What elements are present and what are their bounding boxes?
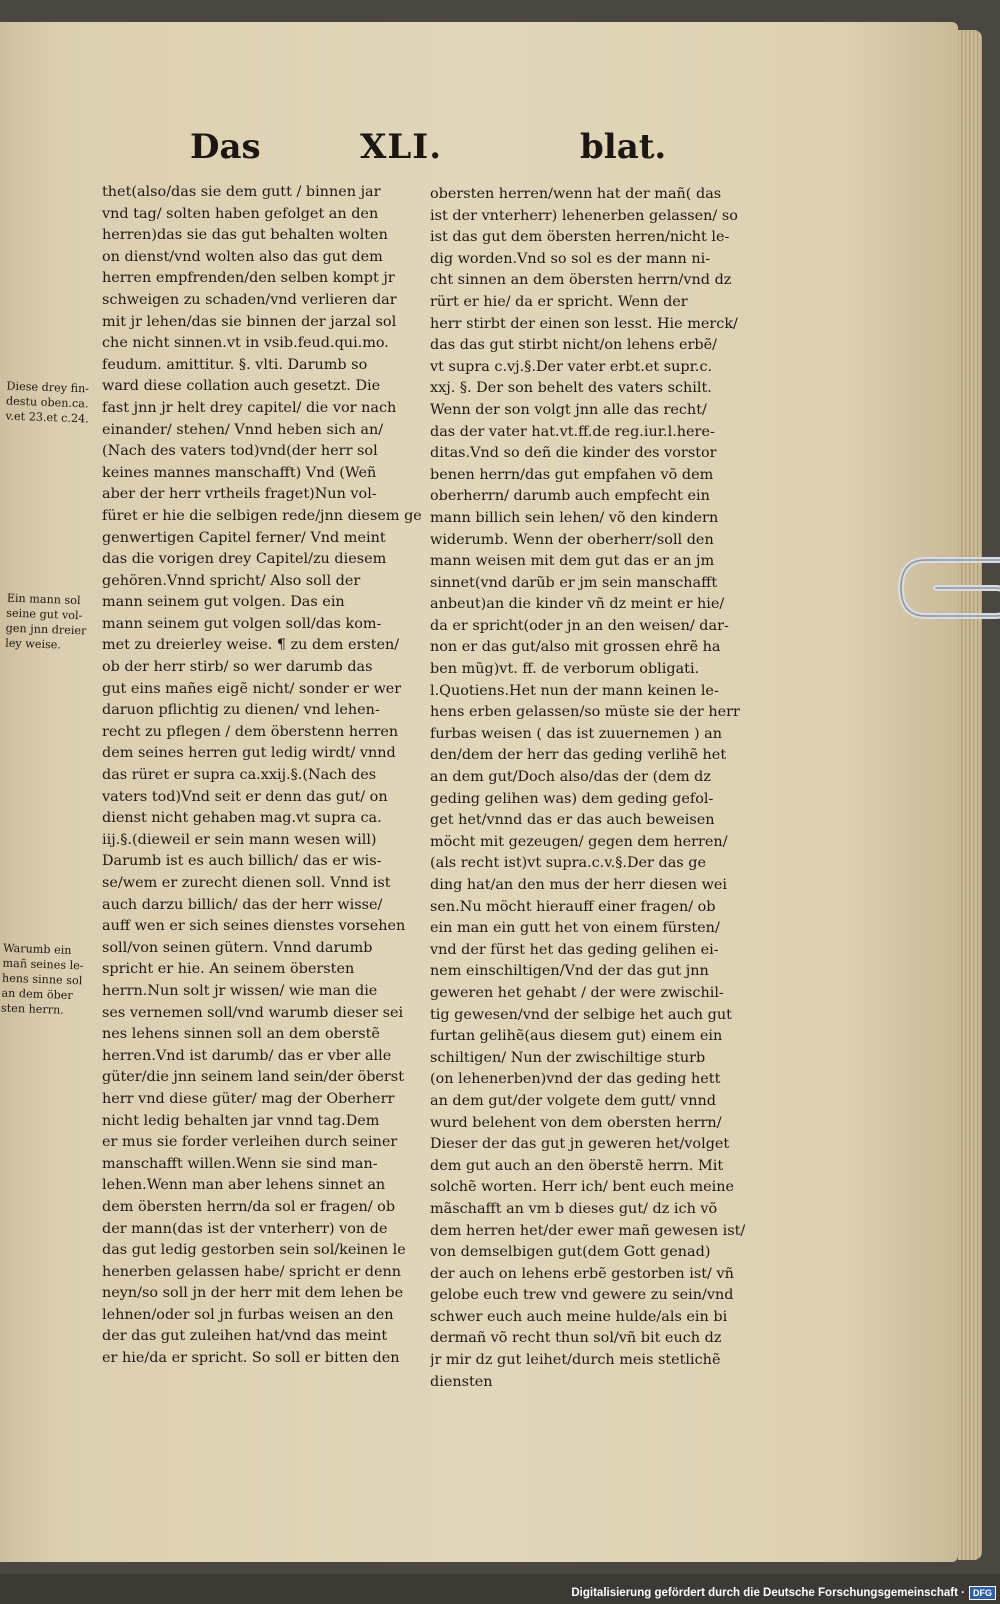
text-line: lehnen/oder sol jn furbas weisen an den (102, 1306, 394, 1323)
text-line: rürt er hie/ da er spricht. Wenn der (430, 293, 688, 310)
text-line: aber der herr vrtheils fraget)Nun vol- (102, 486, 377, 503)
paperclip-icon (896, 540, 1000, 640)
text-line: recht zu pflegen / dem öberstenn herren (102, 723, 399, 740)
text-line: an dem öber (1, 986, 73, 1003)
text-line: ditas.Vnd so deñ die kinder des vorstor (430, 445, 717, 462)
text-line: ward diese collation auch gesetzt. Die (102, 378, 381, 395)
text-line: furtan gelihẽ(aus diesem gut) einem ein (430, 1028, 723, 1045)
text-line: gut eins mañes eigẽ nicht/ sonder er wer (102, 680, 402, 697)
text-line: met zu dreierley weise. ¶ zu dem ersten/ (102, 637, 400, 654)
margin-note (5, 591, 88, 654)
text-line: obersten herren/wenn hat der mañ( das (430, 186, 722, 202)
text-line: spricht er hie. An seinem öbersten (102, 961, 355, 978)
text-line: herren)das sie das gut behalten wolten (102, 227, 388, 244)
text-line: an dem gut/Doch also/das der (dem dz (430, 769, 711, 786)
text-line: ist das gut dem öbersten herren/nicht le- (430, 229, 730, 246)
text-line: das rüret er supra ca.xxij.§.(Nach des (102, 767, 377, 784)
text-line: dermañ võ recht thun sol/vñ bit euch dz (430, 1330, 722, 1347)
text-line: herren empfrenden/den selben kompt jr (102, 270, 395, 287)
text-line: tig gewesen/vnd der selbige het auch gut (430, 1006, 732, 1023)
text-line: dienst nicht gehaben mag.vt supra ca. (102, 810, 382, 827)
text-line: genwertigen Capitel ferner/ Vnd meint (102, 529, 386, 546)
text-line: (on lehenerben)vnd der das geding hett (430, 1071, 721, 1088)
text-line: herr vnd diese güter/ mag der Oberherr (102, 1090, 395, 1107)
text-line: herren.Vnd ist darumb/ das er vber alle (102, 1047, 392, 1064)
text-line: furbas weisen ( das ist zuuernemen ) an (430, 725, 723, 742)
text-line: das der vater hat.vt.ff.de reg.iur.l.here- (430, 423, 715, 440)
text-line: der mann(das ist der vnterherr) von de (102, 1220, 388, 1237)
text-line: sen.Nu möcht hierauff einer fragen/ ob (430, 898, 716, 915)
text-line: dem seines herren gut ledig wirdt/ vnnd (102, 745, 396, 762)
text-line: er mus sie forder verleihen durch seiner (102, 1134, 398, 1151)
text-line: cht sinnen an dem öbersten herrn/vnd dz (430, 272, 732, 289)
text-line: mit jr lehen/das sie binnen der jarzal sol (102, 313, 397, 330)
text-line: güter/die jnn seinem land sein/der öberst (102, 1069, 404, 1086)
dfg-logo: DFG (969, 1586, 996, 1600)
text-line: seine gut vol- (6, 606, 83, 623)
digitization-credit (571, 1586, 996, 1600)
text-line: get het/vnnd das er das auch beweisen (430, 812, 715, 829)
text-line: schiltigen/ Nun der zwischiltige sturb (430, 1049, 706, 1066)
text-line: che nicht sinnen.vt in vsib.feud.qui.mo. (102, 335, 389, 352)
text-line: ein man ein gutt het von einem fürsten/ (430, 920, 720, 937)
text-line: daruon pflichtig zu dienen/ vnd lehen- (102, 702, 380, 719)
page-edges (958, 30, 982, 1560)
text-line: nes lehens sinnen soll an dem oberstẽ (102, 1026, 380, 1043)
text-line: gehören.Vnnd spricht/ Also soll der (102, 572, 361, 589)
text-line: das das gut stirbt nicht/on lehens erbẽ/ (430, 337, 717, 354)
text-line: geding gelihen was) dem geding gefol- (430, 790, 714, 807)
text-line: diensten (430, 1373, 493, 1390)
text-line: Dieser der das gut jn geweren het/volget (430, 1136, 730, 1153)
left-text-column (102, 182, 424, 1370)
text-line: schweigen zu schaden/vnd verlieren dar (102, 291, 397, 308)
text-line: v.et 23.et c.24. (5, 409, 89, 426)
text-line: auch darzu billich/ das der herr wisse/ (102, 896, 383, 913)
text-line: ob der herr stirb/ so wer darumb das (102, 659, 373, 676)
text-line: Diese drey fin- (6, 379, 90, 396)
text-line: neyn/so soll jn der herr mit dem lehen be (102, 1285, 404, 1302)
text-line: vnd tag/ solten haben gefolget an den (102, 205, 379, 222)
text-line: mann seinem gut volgen soll/das kom- (102, 615, 382, 632)
text-line: schwer euch auch meine hulde/als ein bi (430, 1308, 728, 1325)
text-line: non er das gut/also mit grossen ehrẽ ha (430, 639, 721, 656)
text-line: keines mannes manschafft) Vnd (Weñ (102, 464, 377, 481)
text-line: das gut ledig gestorben sein sol/keinen le (102, 1242, 406, 1259)
text-line: destu oben.ca. (5, 394, 89, 411)
text-line: xxj. §. Der son behelt des vaters schilt. (430, 380, 712, 397)
text-line: ses vernemen soll/vnd warumb dieser sei (102, 1004, 404, 1021)
text-line: thet(also/das sie dem gutt / binnen jar (102, 184, 381, 200)
text-line: solchẽ worten. Herr ich/ bent euch meine (430, 1179, 734, 1196)
text-line: einander/ stehen/ Vnnd heben sich an/ (102, 421, 384, 438)
margin-note (1, 941, 85, 1019)
text-line: an dem gut/der volgete dem gutt/ vnnd (430, 1092, 716, 1109)
text-line: oberherrn/ darumb auch empfecht ein (430, 488, 710, 505)
text-line: wurd belehent von dem obersten herrn/ (430, 1114, 722, 1131)
text-line: dem öbersten herrn/da sol er fragen/ ob (102, 1198, 396, 1215)
text-line: mãschafft an vm b dieses gut/ dz ich võ (430, 1200, 718, 1217)
text-line: da er spricht(oder jn an den weisen/ dar- (430, 617, 729, 634)
book-page (0, 22, 958, 1562)
text-line: nicht ledig behalten jar vnnd tag.Dem (102, 1112, 380, 1129)
page-header (190, 127, 667, 177)
text-line: mann weisen mit dem gut das er an jm (430, 553, 715, 570)
text-line: fast jnn jr helt drey capitel/ die vor nach (102, 399, 397, 416)
text-line: dig worden.Vnd so sol es der mann ni- (430, 250, 711, 267)
text-line: den/dem der herr das geding verlihẽ het (430, 747, 727, 764)
text-line: mañ seines le- (2, 956, 84, 973)
text-line: geweren het gehabt / der were zwischil- (430, 984, 724, 1001)
text-line: vnd der fürst het das geding gelihen ei- (430, 941, 719, 958)
text-line: dem gut auch an den öberstẽ herrn. Mit (430, 1157, 724, 1174)
text-line: (als recht ist)vt supra.c.v.§.Der das ge (430, 855, 706, 872)
text-line: benen herrn/das gut empfahen võ dem (430, 466, 714, 483)
text-line: iij.§.(dieweil er sein mann wesen will) (102, 831, 377, 848)
text-line: se/wem er zurecht dienen soll. Vnnd ist (102, 875, 391, 891)
text-line: Wenn der son volgt jnn alle das recht/ (430, 401, 707, 418)
text-line: mann seinem gut volgen. Das ein (102, 594, 345, 611)
text-line: henerben gelassen habe/ spricht er denn (102, 1263, 402, 1280)
text-line: sinnet(vnd darũb er jm sein manschafft (430, 574, 718, 591)
text-line: auff wen er sich seines dienstes vorsehen (102, 918, 406, 935)
text-line: ding hat/an den mus der herr diesen wei (430, 877, 728, 893)
text-line: füret er hie die selbigen rede/jnn diesem ge (102, 507, 422, 524)
text-line: Warumb ein (2, 941, 72, 957)
text-line: Darumb ist es auch billich/ das er wis- (102, 853, 382, 870)
text-line: feudum. amittitur. §. vlti. Darumb so (102, 356, 368, 373)
text-line: anbeut)an die kinder vñ dz meint er hie/ (430, 596, 725, 613)
text-line: sten herrn. (0, 1001, 65, 1017)
right-text-column (430, 184, 764, 1393)
text-line: ben mũg)vt. ff. de verborum obligati. (430, 661, 700, 678)
text-line: ley weise. (5, 636, 62, 652)
text-line: Ein mann sol (6, 591, 81, 608)
text-line: widerumb. Wenn der oberherr/soll den (430, 531, 714, 548)
text-line: dem herren het/der ewer mañ gewesen ist/ (430, 1222, 746, 1239)
text-line: der das gut zuleihen hat/vnd das meint (102, 1328, 388, 1345)
text-line: nem einschiltigen/Vnd der das gut jnn (430, 963, 709, 980)
folio-number: XLI. (360, 127, 443, 167)
margin-note (5, 379, 90, 427)
text-line: gen jnn dreier (5, 621, 87, 638)
text-line: der auch on lehens erbẽ gestorben ist/ vñ (430, 1265, 734, 1282)
footer-band (0, 1574, 1000, 1604)
text-line: jr mir dz gut leihet/durch meis stetlichẽ (430, 1352, 721, 1369)
text-line: herr stirbt der einen son lesst. Hie merck/ (430, 315, 738, 332)
text-line: on dienst/vnd wolten also das gut dem (102, 248, 383, 265)
text-line: vaters tod)Vnd seit er denn das gut/ on (102, 788, 388, 805)
text-line: möcht mit gezeugen/ gegen dem herren/ (430, 833, 728, 850)
credit-text: Digitalisierung gefördert durch die Deutsche Forschungsgemeinschaft · (571, 1587, 965, 1599)
text-line: mann billich sein lehen/ võ den kindern (430, 509, 719, 526)
text-line: das die vorigen drey Capitel/zu diesem (102, 551, 387, 568)
text-line: hens sinne sol (1, 971, 83, 988)
text-line: herrn.Nun solt jr wissen/ wie man die (102, 982, 378, 999)
text-line: lehen.Wenn man aber lehens sinnet an (102, 1177, 386, 1194)
text-line: ist der vnterherr) lehenerben gelassen/ so (430, 207, 738, 224)
text-line: soll/von seinen gütern. Vnnd darumb (102, 939, 373, 956)
text-line: hens erben gelassen/so müste sie der herr (430, 704, 740, 721)
text-line: von demselbigen gut(dem Gott genad) (430, 1244, 711, 1261)
text-line: er hie/da er spricht. So soll er bitten den (102, 1350, 400, 1367)
text-line: vt supra c.vj.§.Der vater erbt.et supr.c. (430, 358, 713, 375)
header-right: blat. (580, 127, 667, 167)
text-line: gelobe euch trew vnd gewere zu sein/vnd (430, 1287, 734, 1304)
text-line: l.Quotiens.Het nun der mann keinen le- (430, 682, 719, 699)
text-line: (Nach des vaters tod)vnd(der herr sol (102, 443, 378, 460)
header-left: Das (190, 127, 261, 167)
text-line: manschafft willen.Wenn sie sind man- (102, 1155, 378, 1172)
